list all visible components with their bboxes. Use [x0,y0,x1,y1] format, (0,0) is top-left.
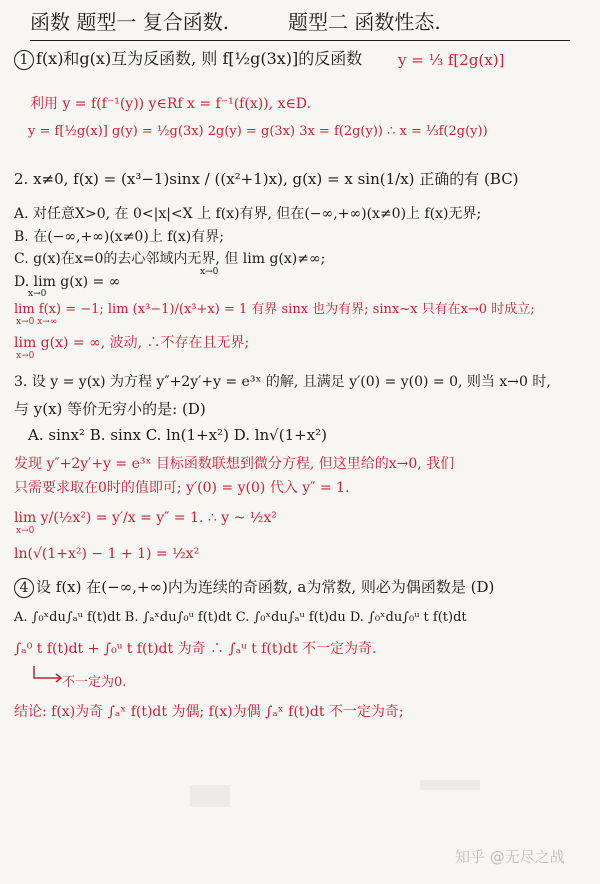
question-4 [14,578,494,598]
topic-one-heading: 函数 题型一 复合函数. [30,10,230,34]
question-3-red-note-2: 只需要求取在0时的值即可; y′(0) = y(0) 代入 y″ = 1. [14,480,350,496]
question-2-option-a: A. 对任意X>0, 在 0<|x|<X 上 f(x)有界, 但在(−∞,+∞)(x≠0)上 f(x)无界; [14,206,482,222]
question-1 [14,50,362,70]
question-3-stem: 3. 设 y = y(x) 为方程 y″+2y′+y = e³ˣ 的解, 且满足 y′(0) = y(0) = 0, 则当 x→0 时, [14,374,551,390]
question-1-note-2: y = f[½g(x)] g(y) = ½g(3x) 2g(y) = g(3x) 3x = f(2g(y)) ∴ x = ⅓f(2g(y)) [28,124,488,139]
question-4-number: 4 [14,578,34,598]
show-through-smudge-2 [420,780,480,790]
question-1-answer: y = ⅓ f[2g(x)] [398,51,505,69]
question-4-options: A. ∫₀ˣdu∫ₐᵘ f(t)dt B. ∫ₐˣdu∫₀ᵘ f(t)dt C. ∫₀ˣdu∫ₐᵘ f(t)du D. ∫₀ˣdu∫₀ᵘ t f(t)dt [14,610,467,625]
question-3-red-note-3-limit: x→0 [16,526,35,536]
question-2-stem: 2. x≠0, f(x) = (x³−1)sinx / ((x²+1)x), g(x) = x sin(1/x) 正确的有 (BC) [14,170,519,188]
question-2-red-note-2: lim g(x) = ∞, 波动, ∴不存在且无界; [14,335,250,351]
question-1-note-1: 利用 y = f(f⁻¹(y)) y∈Rf x = f⁻¹(f(x)), x∈D. [30,96,311,112]
arrow-icon [30,664,66,686]
topic-two-heading: 题型二 函数性态. [288,10,441,34]
question-2-option-d-limit: x→0 [28,289,47,299]
watermark: 知乎 @无尽之战 [455,848,565,866]
question-2-option-b: B. 在(−∞,+∞)(x≠0)上 f(x)有界; [14,229,224,245]
question-2-red-note-2-limit: x→0 [16,351,35,361]
question-2-red-note-1: lim f(x) = −1; lim (x³−1)/(x³+x) = 1 有界 sinx 也为有界; sinx~x 只有在x→0 时成立; [14,302,535,317]
question-1-stem: f(x)和g(x)互为反函数, 则 f[½g(3x)]的反函数 [36,49,363,68]
question-4-conclusion: 结论: f(x)为奇 ∫ₐˣ f(t)dt 为偶; f(x)为偶 ∫ₐˣ f(t)dt 不一定为奇; [14,704,404,720]
question-3-red-note-3: lim y/(½x²) = y′/x = y″ = 1. ∴ y ~ ½x² [14,510,277,526]
question-3-red-note-1: 发现 y″+2y′+y = e³ˣ 目标函数联想到微分方程, 但这里给的x→0, 我们 [14,456,455,472]
show-through-smudge [190,785,230,807]
question-1-number: 1 [14,50,34,70]
question-3-options: A. sinx² B. sinx C. ln(1+x²) D. ln√(1+x²) [28,426,328,444]
question-4-red-note-1: ∫ₐ⁰ t f(t)dt + ∫₀ᵘ t f(t)dt 为奇 ∴ ∫ₐᵘ t f(t)dt 不一定为奇. [14,641,377,657]
question-4-red-note-2: 不一定为0. [62,675,127,690]
question-2-option-d: D. lim g(x) = ∞ [14,274,121,290]
question-3-red-note-4: ln(√(1+x²) − 1 + 1) = ½x² [14,546,200,562]
question-3-stem-2: 与 y(x) 等价无穷小的是: (D) [14,400,206,418]
header-rule [30,40,570,41]
question-4-stem: 设 f(x) 在(−∞,+∞)内为连续的奇函数, a为常数, 则必为偶函数是 (D) [36,578,495,596]
question-2-option-c-limit: x→0 [200,267,219,277]
question-2-red-note-1-limits: x→0 x→∞ [16,317,58,327]
question-2-option-c: C. g(x)在x=0的去心邻域内无界, 但 lim g(x)≠∞; [14,251,326,267]
